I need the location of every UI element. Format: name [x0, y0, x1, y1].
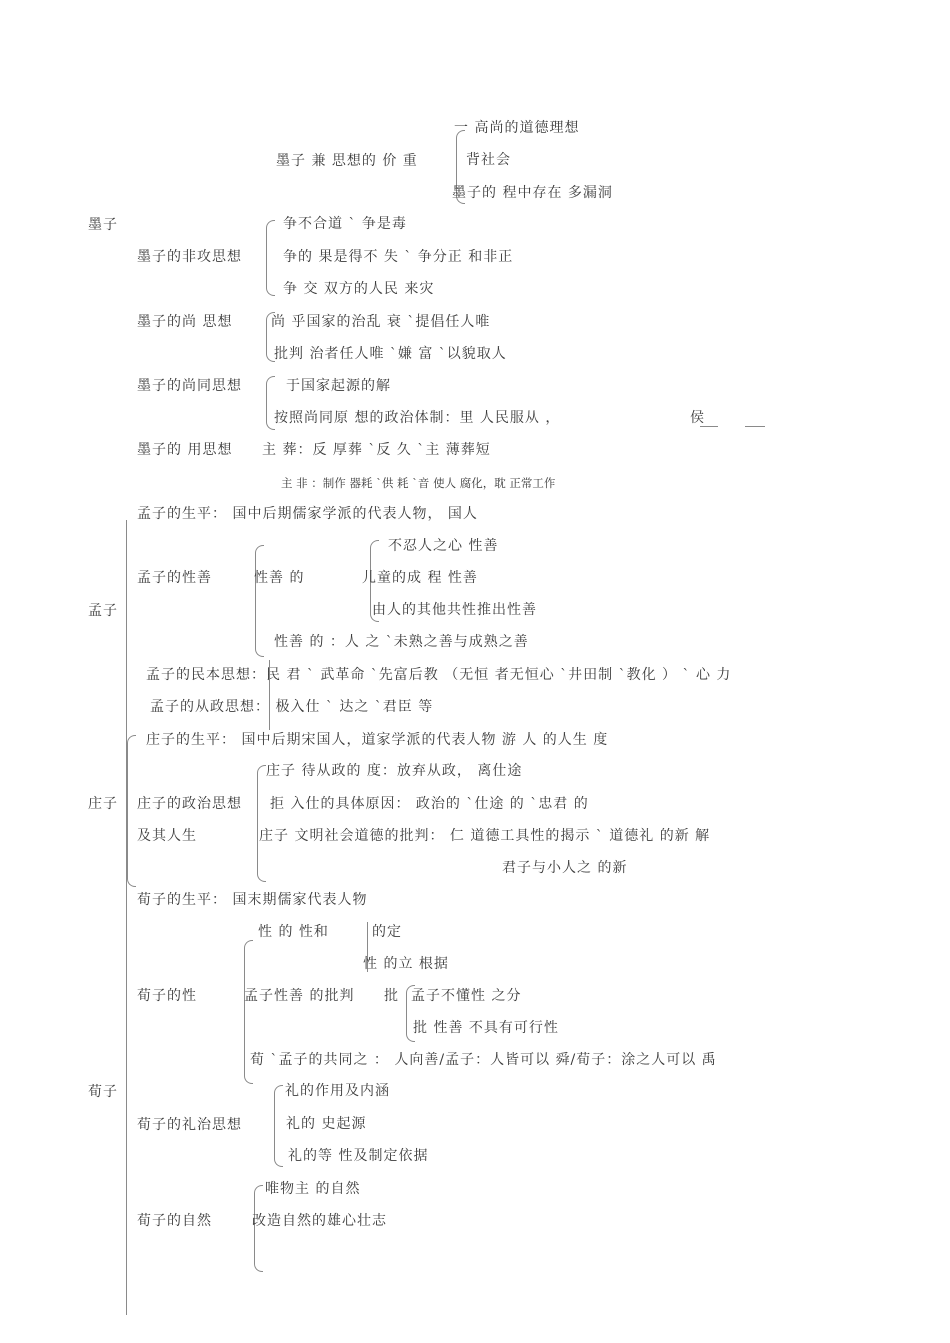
mozi-shangtong-item: 侯 — [690, 410, 705, 426]
xunzi-life: 荀子的生平： 国末期儒家代表人物 — [137, 892, 368, 908]
mozi-shangtong-item: 于国家起源的解 — [286, 378, 391, 394]
mengzi-xingshan-label: 孟子的性善 — [137, 570, 212, 586]
zhuangzi-politics-brace — [257, 765, 266, 882]
mozi-feigong-item: 争的 果是得不 失 ` 争分正 和非正 — [283, 249, 514, 265]
mengzi-life: 孟子的生平： 国中后期儒家学派的代表人物， 国人 — [137, 506, 478, 522]
zhuangzi-item: 君子与小人之 的新 — [502, 860, 628, 876]
xunzi-xing-b: 孟子性善 的批判 — [244, 988, 355, 1004]
mozi-jianai-item: 一 高尚的道德理想 — [454, 120, 580, 136]
xunzi-xing-b-item: 孟子不懂性 之分 — [411, 988, 522, 1004]
xunzi-xing-label: 荀子的性 — [137, 988, 197, 1004]
mozi-jianai-head: 墨子 兼 思想的 价 重 — [276, 153, 418, 169]
blank-line — [745, 426, 765, 427]
xunzi-lizhi-label: 荀子的礼治思想 — [137, 1117, 242, 1133]
blank-line — [700, 426, 718, 427]
mozi-jianai-item: 墨子的 程中存在 多漏洞 — [452, 185, 613, 201]
xunzi-xing-a: 性 的 性和 — [258, 924, 329, 940]
zhuangzi-item: 拒 入仕的具体原因： 政治的 `仕途 的 `忠君 的 — [270, 796, 589, 812]
mengzi-tail-line — [269, 660, 270, 730]
mozi-label: 墨子 — [88, 217, 118, 233]
zhuangzi-life: 庄子的生平： 国中后期宋国人，道家学派的代表人物 游 人 的人生 度 — [146, 732, 609, 748]
xunzi-xing-c: 荀 `孟子的共同之 ： 人向善/孟子：人皆可以 舜/荀子：涂之人可以 禹 — [250, 1052, 717, 1068]
mozi-shangxian-item: 批判 治者任人唯 `嫌 富 `以貌取人 — [274, 346, 507, 362]
xunzi-ziran-item: 唯物主 的自然 — [265, 1181, 361, 1197]
mengzi-xingshan-item: 儿童的成 程 性善 — [362, 570, 478, 586]
zhuangzi-label: 庄子 — [88, 796, 118, 812]
mozi-jieyong-item: 主 非 ：制作 器耗 `供 耗 `音 使人 腐化，耽 正常工作 — [281, 476, 556, 490]
mozi-feigong-item: 争不合道 ` 争是毒 — [283, 216, 407, 232]
xunzi-lizhi-item: 礼的等 性及制定依据 — [288, 1148, 429, 1164]
xunzi-xing-a-item: 的定 — [372, 924, 402, 940]
mozi-shangtong-item: 按照尚同原 想的政治体制：里 人民服从 ， — [274, 410, 561, 426]
mengzi-minben: 孟子的民本思想：民 君 ` 武革命 `先富后教 （无恒 者无恒心 `井田制 `教化 ） ` 心 力 — [146, 667, 732, 683]
zhuangzi-politics-label-2: 及其人生 — [137, 828, 197, 844]
mozi-shangxian-item: 尚 乎国家的治乱 衰 `提倡任人唯 — [271, 314, 491, 330]
zhuangzi-item: 庄子 待从政的 度：放弃从政， 离仕途 — [266, 763, 523, 779]
mengzi-xingshan-sub2: 性善 的 ：人 之 `未熟之善与成熟之善 — [274, 634, 529, 650]
mengzi-xingshan-item: 不忍人之心 性善 — [388, 538, 499, 554]
xunzi-label: 荀子 — [88, 1084, 118, 1100]
mengzi-xingshan-item: 由人的其他共性推出性善 — [372, 602, 537, 618]
outline-spine — [126, 520, 127, 1315]
mozi-feigong-item: 争 交 双方的人民 来灾 — [283, 281, 435, 297]
xunzi-xing-b-item: 批 性善 不具有可行性 — [413, 1020, 559, 1036]
xunzi-lizhi-item: 礼的作用及内涵 — [285, 1083, 390, 1099]
mozi-feigong-label: 墨子的非攻思想 — [137, 249, 242, 265]
xunzi-lizhi-brace — [274, 1085, 283, 1167]
mengzi-xingshan-sub1: 性善 的 — [254, 570, 305, 586]
zhuangzi-politics-label: 庄子的政治思想 — [137, 796, 242, 812]
mengzi-label: 孟子 — [88, 603, 118, 619]
xunzi-ziran-label: 荀子的自然 — [137, 1213, 212, 1229]
mozi-feigong-brace — [266, 220, 275, 296]
mengzi-xingshan-brace — [255, 545, 264, 657]
xunzi-lizhi-item: 礼的 史起源 — [286, 1116, 367, 1132]
xunzi-xing-b-lead: 批 — [384, 988, 399, 1004]
mozi-jianai-item: 背社会 — [466, 152, 511, 168]
xunzi-ziran-item: 改造自然的雄心壮志 — [252, 1213, 387, 1229]
zhuangzi-brace — [127, 735, 136, 887]
mozi-shangtong-label: 墨子的尚同思想 — [137, 378, 242, 394]
zhuangzi-item: 庄子 文明社会道德的批判： 仁 道德工具性的揭示 ` 道德礼 的新 解 — [259, 828, 711, 844]
mengzi-congzheng: 孟子的从政思想： 极入仕 ` 达之 `君臣 等 — [150, 699, 434, 715]
mozi-jieyong-label: 墨子的 用思想 — [137, 442, 233, 458]
mozi-shangxian-label: 墨子的尚 思想 — [137, 314, 233, 330]
xunzi-xing-a-item: 性 的立 根据 — [363, 956, 449, 972]
mozi-jieyong-item: 主 葬：反 厚葬 `反 久 `主 薄葬短 — [262, 442, 491, 458]
